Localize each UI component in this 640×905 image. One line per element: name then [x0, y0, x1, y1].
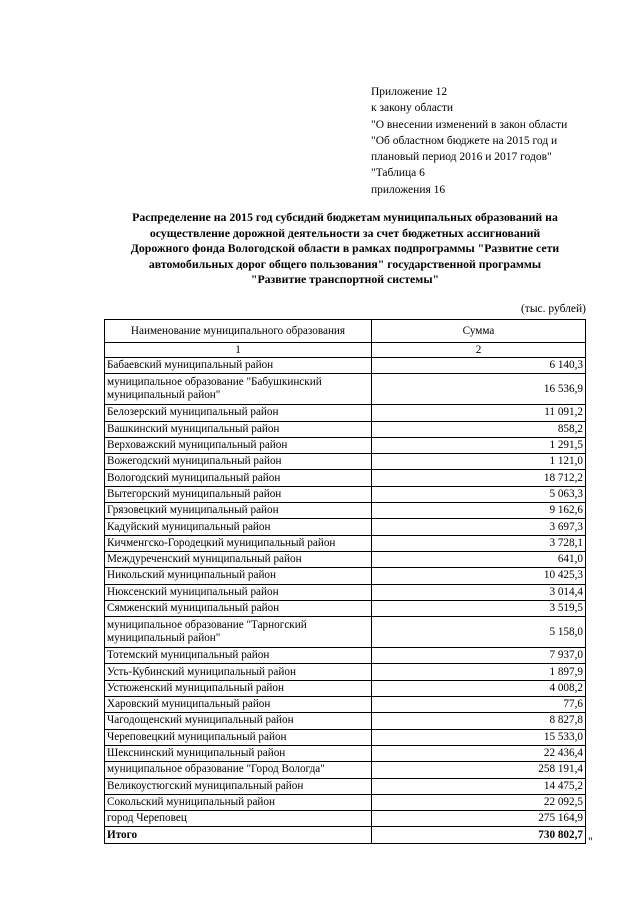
appendix-line: "Таблица 6 [371, 167, 425, 180]
subsidy-amount: 14 475,2 [372, 778, 586, 794]
municipality-name: Бабаевский муниципальный район [105, 358, 372, 374]
subsidy-amount: 858,2 [372, 421, 586, 437]
table-row [105, 680, 586, 696]
subsidy-amount: 7 937,0 [372, 648, 586, 664]
table-row [105, 437, 586, 453]
subsidy-amount: 18 712,2 [372, 470, 586, 486]
unit-label: (тыс. рублей) [520, 303, 586, 315]
table-row [105, 697, 586, 713]
table-row [105, 421, 586, 437]
appendix-line: плановый период 2016 и 2017 годов" [371, 151, 552, 164]
subsidy-amount: 9 162,6 [372, 503, 586, 519]
appendix-line: приложения 16 [371, 183, 446, 196]
closing-quote: " [588, 834, 593, 848]
column-number-row [105, 343, 586, 358]
subsidy-amount: 1 897,9 [372, 664, 586, 680]
subsidy-amount: 3 519,5 [372, 600, 586, 616]
table-row [105, 535, 586, 551]
municipality-name: Устюженский муниципальный район [105, 680, 372, 696]
municipality-name: Вожегодский муниципальный район [105, 454, 372, 470]
title-line: Дорожного фонда Вологодской области в рамках подпрограммы "Развитие сети [130, 241, 560, 255]
municipality-name: Череповецкий муниципальный район [105, 729, 372, 745]
table-row [105, 617, 586, 648]
municipality-name: Вологодский муниципальный район [105, 470, 372, 486]
appendix-block [371, 84, 631, 198]
municipality-name: муниципальное образование "Тарногский муниципальный район" [105, 617, 372, 648]
subsidy-amount: 6 140,3 [372, 358, 586, 374]
municipality-name: Верховажский муниципальный район [105, 437, 372, 453]
table-row [105, 470, 586, 486]
table-row [105, 358, 586, 374]
title-line: автомобильных дорог общего пользования" государственной программы [148, 256, 542, 271]
document-title [100, 210, 590, 288]
table-row [105, 551, 586, 567]
total-amount: 730 802,7 [372, 827, 586, 843]
subsidy-amount: 16 536,9 [372, 374, 586, 405]
table-row [105, 405, 586, 421]
table-row [105, 503, 586, 519]
title-line: Распределение на 2015 год субсидий бюджетам муниципальных образований на [132, 210, 558, 224]
municipality-name: Вашкинский муниципальный район [105, 421, 372, 437]
municipality-name: Вытегорский муниципальный район [105, 486, 372, 502]
municipality-name: город Череповец [105, 811, 372, 827]
column-number: 1 [105, 343, 372, 358]
appendix-line: к закону области [371, 102, 454, 115]
municipality-name: Усть-Кубинский муниципальный район [105, 664, 372, 680]
subsidy-amount: 3 697,3 [372, 519, 586, 535]
total-label: Итого [105, 827, 372, 843]
table-row [105, 794, 586, 810]
table-row [105, 811, 586, 827]
appendix-line: Приложение 12 [371, 86, 448, 98]
table-row [105, 584, 586, 600]
subsidy-amount: 258 191,4 [372, 762, 586, 778]
table-row [105, 568, 586, 584]
table-row [105, 664, 586, 680]
table-row [105, 486, 586, 502]
title-line: "Развитие транспортной системы" [250, 272, 440, 286]
table-row [105, 713, 586, 729]
subsidy-amount: 8 827,8 [372, 713, 586, 729]
table-row [105, 762, 586, 778]
subsidy-amount: 5 063,3 [372, 486, 586, 502]
subsidy-amount: 275 164,9 [372, 811, 586, 827]
subsidy-amount: 10 425,3 [372, 568, 586, 584]
table-row [105, 519, 586, 535]
header-name: Наименование муниципального образования [105, 320, 372, 343]
header-sum: Сумма [372, 320, 586, 343]
subsidy-amount: 11 091,2 [372, 405, 586, 421]
subsidy-amount: 641,0 [372, 551, 586, 567]
municipality-name: Тотемский муниципальный район [105, 648, 372, 664]
table-row [105, 729, 586, 745]
municipality-name: Никольский муниципальный район [105, 568, 372, 584]
municipality-name: Кичменгско-Городецкий муниципальный район [105, 535, 372, 551]
appendix-line: "О внесении изменений в закон области [371, 118, 568, 131]
subsidy-amount: 1 291,5 [372, 437, 586, 453]
table-header-row [105, 320, 586, 343]
title-line: осуществление дорожной деятельности за счет бюджетных ассигнований [149, 225, 541, 240]
table-row [105, 374, 586, 405]
municipality-name: Сямженский муниципальный район [105, 600, 372, 616]
municipality-name: Чагодощенский муниципальный район [105, 713, 372, 729]
subsidy-amount: 5 158,0 [372, 617, 586, 648]
municipality-name: Грязовецкий муниципальный район [105, 503, 372, 519]
table-row [105, 648, 586, 664]
municipality-name: Нюксенский муниципальный район [105, 584, 372, 600]
municipality-name: Белозерский муниципальный район [105, 405, 372, 421]
municipality-name: Кадуйский муниципальный район [105, 519, 372, 535]
table-row [105, 600, 586, 616]
subsidy-amount: 1 121,0 [372, 454, 586, 470]
municipality-name: муниципальное образование "Город Вологда" [105, 762, 372, 778]
subsidy-amount: 3 014,4 [372, 584, 586, 600]
table-row [105, 745, 586, 761]
municipality-name: Великоустюгский муниципальный район [105, 778, 372, 794]
subsidy-amount: 77,6 [372, 697, 586, 713]
appendix-line: "Об областном бюджете на 2015 год и [371, 134, 558, 147]
subsidy-amount: 22 436,4 [372, 745, 586, 761]
subsidy-amount: 15 533,0 [372, 729, 586, 745]
subsidy-table [104, 319, 586, 844]
municipality-name: Междуреченский муниципальный район [105, 551, 372, 567]
municipality-name: Харовский муниципальный район [105, 697, 372, 713]
table-row [105, 454, 586, 470]
subsidy-amount: 3 728,1 [372, 535, 586, 551]
municipality-name: Шекснинский муниципальный район [105, 745, 372, 761]
subsidy-amount: 4 008,2 [372, 680, 586, 696]
total-row [105, 827, 586, 843]
subsidy-amount: 22 092,5 [372, 794, 586, 810]
column-number: 2 [372, 343, 586, 358]
municipality-name: муниципальное образование "Бабушкинский муниципальный район" [105, 374, 372, 405]
municipality-name: Сокольский муниципальный район [105, 794, 372, 810]
table-row [105, 778, 586, 794]
